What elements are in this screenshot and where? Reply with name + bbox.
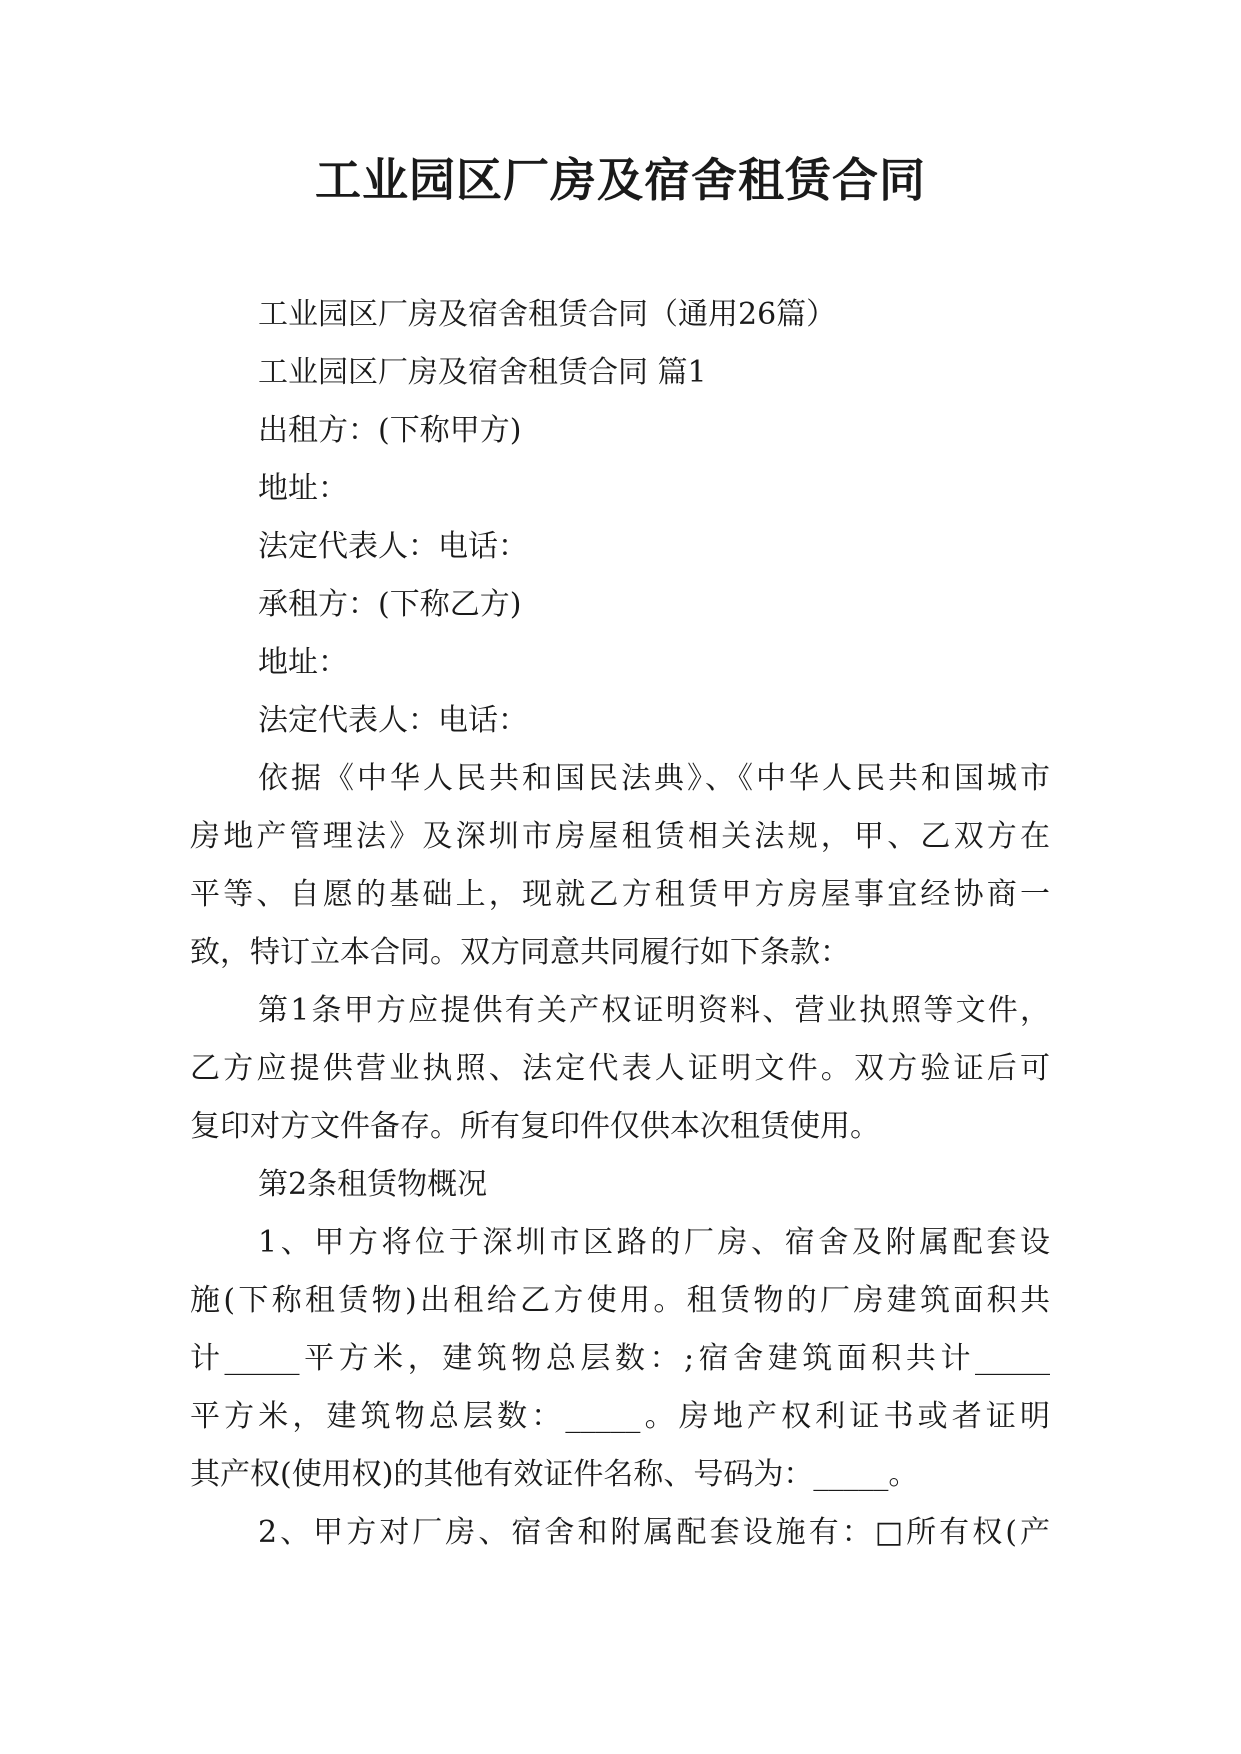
body-line: 法定代表人：电话： xyxy=(258,703,528,738)
body-line: 乙方应提供营业执照、法定代表人证明文件。双方验证后可 xyxy=(190,1051,1050,1086)
body-line: 致，特订立本合同。双方同意共同履行如下条款： xyxy=(190,935,850,970)
body-line: 承租方：(下称乙方) xyxy=(258,587,522,622)
body-line: 计_____平方米，建筑物总层数：;宿舍建筑面积共计_____ xyxy=(190,1341,1050,1376)
body-line: 房地产管理法》及深圳市房屋租赁相关法规，甲、乙双方在 xyxy=(190,819,1050,854)
body-line: 1、甲方将位于深圳市区路的厂房、宿舍及附属配套设 xyxy=(258,1225,1050,1260)
body-line: 工业园区厂房及宿舍租赁合同（通用26篇） xyxy=(258,297,837,332)
body-line: 平等、自愿的基础上，现就乙方租赁甲方房屋事宜经协商一 xyxy=(190,877,1050,912)
body-line: 平方米，建筑物总层数：_____。房地产权利证书或者证明 xyxy=(190,1399,1050,1434)
body-line: 地址： xyxy=(258,645,348,680)
body-line: 施(下称租赁物)出租给乙方使用。租赁物的厂房建筑面积共 xyxy=(190,1283,1050,1318)
document-body xyxy=(190,286,1050,1562)
document-title: 工业园区厂房及宿舍租赁合同 xyxy=(315,153,926,207)
body-line: 依据《中华人民共和国民法典》、《中华人民共和国城市 xyxy=(258,761,1050,796)
body-line: 复印对方文件备存。所有复印件仅供本次租赁使用。 xyxy=(190,1109,880,1144)
body-line: 出租方：(下称甲方) xyxy=(258,413,522,448)
body-line: 地址： xyxy=(258,471,348,506)
body-line: 工业园区厂房及宿舍租赁合同 篇1 xyxy=(258,355,707,390)
body-line: 其产权(使用权)的其他有效证件名称、号码为：_____。 xyxy=(190,1457,919,1492)
body-line: 第1条甲方应提供有关产权证明资料、营业执照等文件， xyxy=(258,993,1050,1028)
body-line: 第2条租赁物概况 xyxy=(258,1167,488,1202)
body-line: 2、甲方对厂房、宿舍和附属配套设施有：□所有权(产 xyxy=(258,1515,1050,1550)
body-line: 法定代表人：电话： xyxy=(258,529,528,564)
